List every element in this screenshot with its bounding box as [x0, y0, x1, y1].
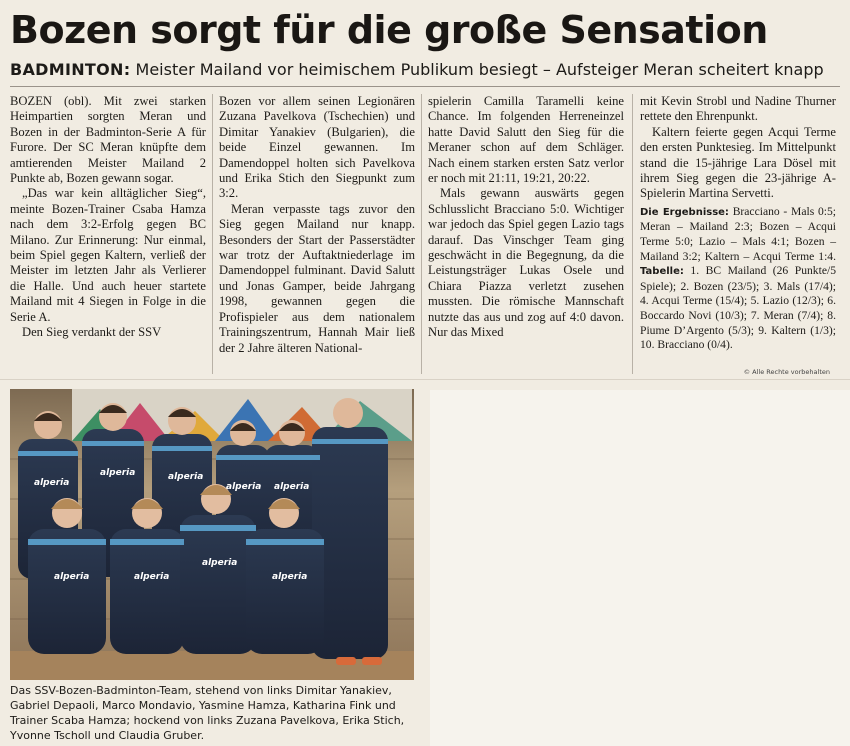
- shirt-logo-text: alperia: [274, 482, 310, 492]
- shirt-logo-text: alperia: [168, 472, 204, 482]
- results-text: Bracciano - Mals 0:5; Meran – Mailand 2:3; Bozen – Acqui Terme 5:0; Lazio – Mals 4:1; Bozen – Mailand 3:2; Kaltern – Acqui Terme 1:4.: [640, 204, 836, 263]
- article-column-1: [10, 94, 206, 341]
- article-headline: Bozen sorgt für die große Sensation: [10, 8, 768, 52]
- standings-text: 1. BC Mailand (26 Punkte/5 Spiele); 2. Bozen (23/5); 3. Mals (17/4); 4. Acqui Terme (15/4); 5. Lazio (12/3); 6. Boccardo Novi (10/3); 7. Meran (7/4); 8. Piume D’Argento (5/3); 9. Kaltern (1/3); 10. Bracciano (0/4).: [640, 264, 836, 352]
- column-divider: [632, 94, 633, 374]
- paragraph: spielerin Camilla Taramelli keine Chance. Im folgenden Herreneinzel hatte David Salutt den Sieg für die Meraner schon auf dem Schläger. Nach einem starken ersten Satz verlor er noch mit 21:11, 19:21, 20:22.: [428, 94, 624, 186]
- team-photo-illustration: [10, 389, 414, 680]
- shirt-logo-text: alperia: [272, 572, 308, 582]
- shirt-logo-text: alperia: [100, 468, 136, 478]
- paragraph: Meran verpasste tags zuvor den Sieg gegen Mailand nur knapp. Besonders der Start der Passerstädter war trotz der Auftaktniederlage im Damendoppel fulminant. David Salutt und Jonas Gamper, beide Jahrgang 1998, gewannen gegen die Profispieler aus dem nationalem Trainingszentrum, Hannah Mair ließ der 2 Jahre älteren National-: [219, 201, 415, 355]
- photo-caption: Das SSV-Bozen-Badminton-Team, stehend von links Dimitar Yanakiev, Gabriel Depaoli, Marco Mondavio, Yasmine Hamza, Katharina Fink und Trainer Scaba Hamza; hockend von links Zuzana Pavelkova, Erika Stich, Yvonne Tscholl und Claudia Gruber.: [10, 684, 405, 742]
- results-box: [640, 205, 836, 353]
- copyright-notice: © Alle Rechte vorbehalten: [743, 368, 830, 376]
- shirt-logo-text: alperia: [226, 482, 262, 492]
- shirt-logo-text: alperia: [34, 478, 70, 488]
- paragraph: Bozen vor allem seinen Legionären Zuzana Pavelkova (Tschechien) und Dimitar Yanakiev (Bulgarien), die beide Einzel gewannen. Im Damendoppel holten sich Pavelkova und Erika Stich den Siegpunkt zum 3:2.: [219, 94, 415, 201]
- headline-divider: [10, 86, 840, 87]
- subheadline-text: Meister Mailand vor heimischem Publikum besiegt – Aufsteiger Meran scheitert knapp: [135, 60, 824, 79]
- paragraph: Mals gewann auswärts gegen Schlusslicht Bracciano 5:0. Wichtiger war jedoch das Spiel gegen Lazio tags darauf. Das Vinschger Team ging geschwächt in die Begegnung, da die Leistungsträger Lukas Osele und Chiara Piazza verletzt zusehen mussten. Die römische Mannschaft nutzte das aus und zog auf 4:0 davon. Nur das Mixed: [428, 186, 624, 340]
- article-column-4: [640, 94, 836, 353]
- article-column-2: [219, 94, 415, 356]
- paragraph: BOZEN (obl). Mit zwei starken Heimpartien sorgten Meran und Bozen in der Badminton-Serie A für Furore. Der SC Meran knüpfte dem amtierenden Meister Mailand 2 Punkte ab, Bozen gewann sogar.: [10, 94, 206, 186]
- paragraph: Kaltern feierte gegen Acqui Terme den ersten Punktesieg. Im Mittelpunkt stand die 15-jährige Lara Dösel mit ihrem Sieg gegen die 23-jährige A-Spielerin Martina Servetti.: [640, 124, 836, 201]
- kicker-label: BADMINTON:: [10, 60, 131, 79]
- column-divider: [421, 94, 422, 374]
- empty-area: [430, 390, 850, 746]
- results-label: Die Ergebnisse:: [640, 206, 729, 218]
- column-divider: [212, 94, 213, 374]
- shirt-logo-text: alperia: [134, 572, 170, 582]
- team-photo: [10, 389, 414, 680]
- shirt-logo-text: alperia: [54, 572, 90, 582]
- paragraph: Den Sieg verdankt der SSV: [22, 325, 162, 340]
- paragraph: „Das war kein alltäglicher Sieg“, meinte Bozen-Trainer Csaba Hamza nach dem 3:2-Erfolg gegen BC Milano. Zur Erinnerung: Nur einmal, beim Spiel gegen Kaltern, verließ der Meister im letzten Jahr als Verlierer die Halle. Und auch heuer startete Mailand mit 4 Siegen in Folge in die Serie A.: [10, 186, 206, 324]
- table-label: Tabelle:: [640, 266, 684, 278]
- paragraph: mit Kevin Strobl und Nadine Thurner rettete den Ehrenpunkt.: [640, 94, 836, 124]
- section-divider: [0, 379, 850, 380]
- article-subheadline: [10, 60, 840, 79]
- article-column-3: [428, 94, 624, 341]
- shirt-logo-text: alperia: [202, 558, 238, 568]
